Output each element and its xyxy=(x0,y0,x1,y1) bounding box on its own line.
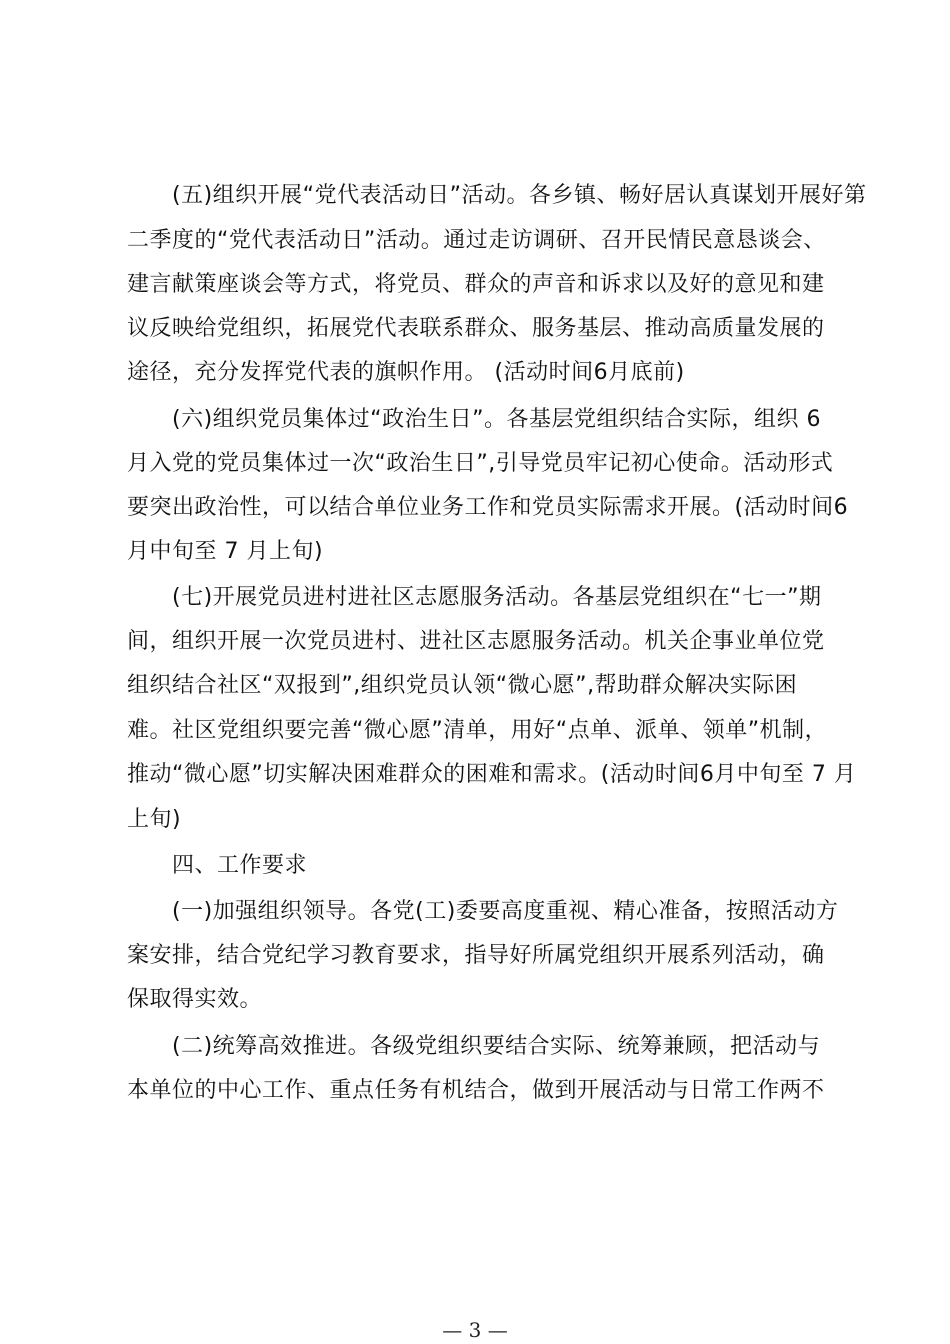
paragraph-6-line-2: 月入党的党员集体过一次“政治生日”,引导党员牢记初心使命。活动形式 xyxy=(127,451,834,476)
paragraph-5-line-3: 建言献策座谈会等方式，将党员、群众的声音和诉求以及好的意见和建 xyxy=(127,272,825,297)
section-heading-work-requirements: 四、工作要求 xyxy=(172,853,308,878)
page-number: — 3 — xyxy=(442,1318,508,1342)
paragraph-6-line-4: 月中旬至 7 月上旬) xyxy=(127,539,324,564)
paragraph-7-line-2: 间，组织开展一次党员进村、进社区志愿服务活动。机关企事业单位党 xyxy=(127,629,825,654)
paragraph-req-1-line-1: (一)加强组织领导。各党(工)委要高度重视、精心准备，按照活动方 xyxy=(172,899,839,924)
paragraph-req-1-line-2: 案安排，结合党纪学习教育要求，指导好所属党组织开展系列活动，确 xyxy=(127,943,825,968)
paragraph-6-line-3: 要突出政治性，可以结合单位业务工作和党员实际需求开展。(活动时间6 xyxy=(127,495,849,520)
paragraph-req-2-line-2: 本单位的中心工作、重点任务有机结合，做到开展活动与日常工作两不 xyxy=(127,1078,825,1103)
paragraph-7-line-6: 上旬) xyxy=(127,807,182,832)
paragraph-7-line-1: (七)开展党员进村进社区志愿服务活动。各基层党组织在“七一”期 xyxy=(172,585,822,610)
paragraph-7-line-5: 推动“微心愿”切实解决困难群众的困难和需求。(活动时间6月中旬至 7 月 xyxy=(127,762,857,787)
paragraph-6-line-1: (六)组织党员集体过“政治生日”。各基层党组织结合实际，组织 6 xyxy=(172,407,821,432)
paragraph-req-2-line-1: (二)统筹高效推进。各级党组织要结合实际、统筹兼顾，把活动与 xyxy=(172,1034,821,1059)
paragraph-5-line-1: (五)组织开展“党代表活动日”活动。各乡镇、畅好居认真谋划开展好第 xyxy=(172,183,867,208)
paragraph-7-line-3: 组织结合社区“双报到”,组织党员认领“微心愿”,帮助群众解决实际困 xyxy=(127,673,798,698)
paragraph-7-line-4: 难。社区党组织要完善“微心愿”清单，用好“点单、派单、领单”机制， xyxy=(127,718,828,743)
paragraph-5-line-2: 二季度的“党代表活动日”活动。通过走访调研、召开民情民意恳谈会、 xyxy=(127,228,826,253)
paragraph-5-line-5: 途径，充分发挥党代表的旗帜作用。 (活动时间6月底前) xyxy=(127,360,685,385)
paragraph-req-1-line-3: 保取得实效。 xyxy=(127,987,263,1012)
paragraph-5-line-4: 议反映给党组织，拓展党代表联系群众、服务基层、推动高质量发展的 xyxy=(127,316,825,341)
